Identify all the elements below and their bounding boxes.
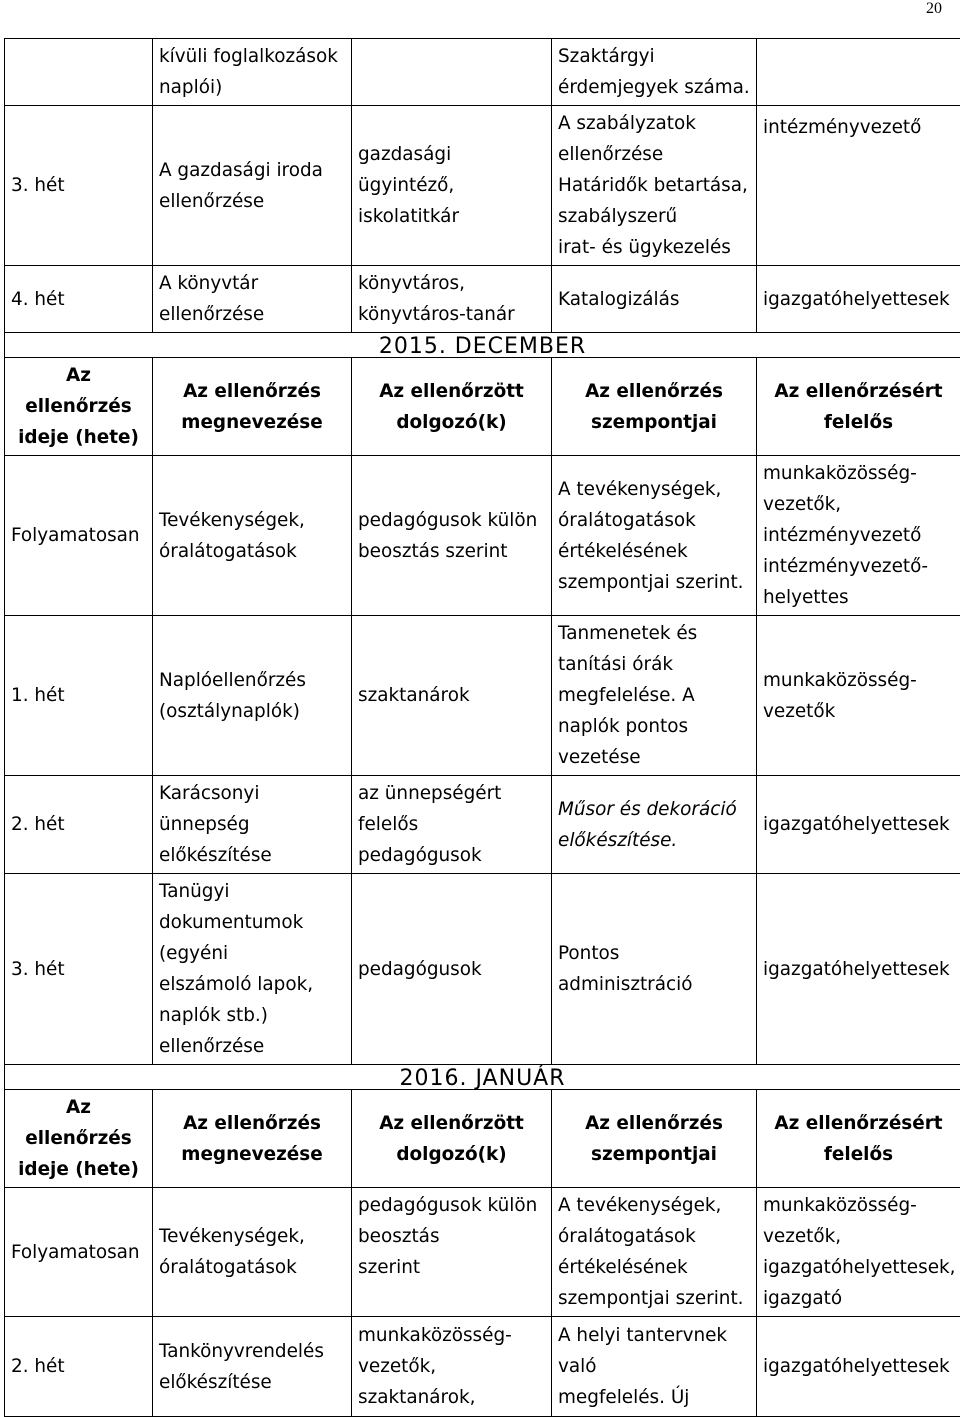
inspected-worker-cell: gazdasági ügyintéző, iskolatitkár [352,106,552,266]
week-cell: Folyamatosan [5,456,153,616]
header-worker: Az ellenőrzött dolgozó(k) [352,1090,552,1188]
inspected-worker-cell: munkaközösség- vezetők, szaktanárok, [352,1317,552,1417]
table-row [5,776,960,874]
page-number: 20 [926,0,942,18]
inspection-schedule-table [4,38,960,1417]
inspection-name-cell: Tankönyvrendelés előkészítése [153,1317,352,1417]
inspection-aspect-cell: A tevékenységek, óralátogatások értékelésének szempontjai szerint. [552,456,757,616]
table-row [5,39,960,106]
inspected-worker-cell: szaktanárok [352,616,552,776]
inspected-worker-cell [352,39,552,106]
header-name: Az ellenőrzés megnevezése [153,358,352,456]
responsible-cell: intézményvezető [757,106,960,266]
table-row [5,874,960,1065]
table-row [5,106,960,266]
responsible-cell: igazgatóhelyettesek [757,1317,960,1417]
inspection-name-cell: Tanügyi dokumentumok (egyéni elszámoló lapok, naplók stb.) ellenőrzése [153,874,352,1065]
header-aspect: Az ellenőrzés szempontjai [552,1090,757,1188]
month-heading-december: 2015. DECEMBER [5,333,960,358]
inspection-aspect-cell: Katalogizálás [552,266,757,333]
inspected-worker-cell: pedagógusok külön beosztás szerint [352,456,552,616]
header-responsible: Az ellenőrzésért felelős [757,1090,960,1188]
week-cell: 2. hét [5,1317,153,1417]
inspection-aspect-cell: Tanmenetek és tanítási órák megfelelése. A naplók pontos vezetése [552,616,757,776]
inspection-aspect-cell: A helyi tantervnek való megfelelés. Új [552,1317,757,1417]
responsible-cell: igazgatóhelyettesek [757,776,960,874]
header-responsible: Az ellenőrzésért felelős [757,358,960,456]
responsible-cell: munkaközösség- vezetők, igazgatóhelyettesek, igazgató [757,1188,960,1317]
inspected-worker-cell: pedagógusok külön beosztás szerint [352,1188,552,1317]
inspected-worker-cell: az ünnepségért felelős pedagógusok [352,776,552,874]
table-row [5,1188,960,1317]
inspection-aspect-cell: Szaktárgyi érdemjegyek száma. [552,39,757,106]
table-row [5,266,960,333]
responsible-cell: igazgatóhelyettesek [757,266,960,333]
inspection-name-cell: Naplóellenőrzés (osztálynaplók) [153,616,352,776]
inspection-name-cell: Tevékenységek, óralátogatások [153,1188,352,1317]
month-row-december [5,333,960,358]
inspected-worker-cell: pedagógusok [352,874,552,1065]
header-week: Az ellenőrzés ideje (hete) [5,358,153,456]
header-name: Az ellenőrzés megnevezése [153,1090,352,1188]
responsible-cell: munkaközösség- vezetők, intézményvezető intézményvezető- helyettes [757,456,960,616]
inspection-name-cell: A gazdasági iroda ellenőrzése [153,106,352,266]
table-row [5,456,960,616]
inspection-name-cell: kívüli foglalkozások naplói) [153,39,352,106]
week-cell [5,39,153,106]
inspection-aspect-cell: Pontos adminisztráció [552,874,757,1065]
week-cell: 3. hét [5,106,153,266]
week-cell: Folyamatosan [5,1188,153,1317]
week-cell: 2. hét [5,776,153,874]
inspection-name-cell: A könyvtár ellenőrzése [153,266,352,333]
responsible-cell: munkaközösség- vezetők [757,616,960,776]
responsible-cell: igazgatóhelyettesek [757,874,960,1065]
table-row [5,616,960,776]
month-row-january [5,1065,960,1090]
table-row [5,1317,960,1417]
inspection-name-cell: Karácsonyi ünnepség előkészítése [153,776,352,874]
inspection-aspect-cell: Műsor és dekoráció előkészítése. [552,776,757,874]
month-heading-january: 2016. JANUÁR [5,1065,960,1090]
inspected-worker-cell: könyvtáros, könyvtáros-tanár [352,266,552,333]
header-row [5,1090,960,1188]
inspection-aspect-cell: A szabályzatok ellenőrzése Határidők betartása, szabályszerű irat- és ügykezelés [552,106,757,266]
header-row [5,358,960,456]
week-cell: 1. hét [5,616,153,776]
header-week: Az ellenőrzés ideje (hete) [5,1090,153,1188]
header-aspect: Az ellenőrzés szempontjai [552,358,757,456]
responsible-cell [757,39,960,106]
header-worker: Az ellenőrzött dolgozó(k) [352,358,552,456]
inspection-aspect-cell: A tevékenységek, óralátogatások értékelésének szempontjai szerint. [552,1188,757,1317]
inspection-name-cell: Tevékenységek, óralátogatások [153,456,352,616]
week-cell: 4. hét [5,266,153,333]
week-cell: 3. hét [5,874,153,1065]
